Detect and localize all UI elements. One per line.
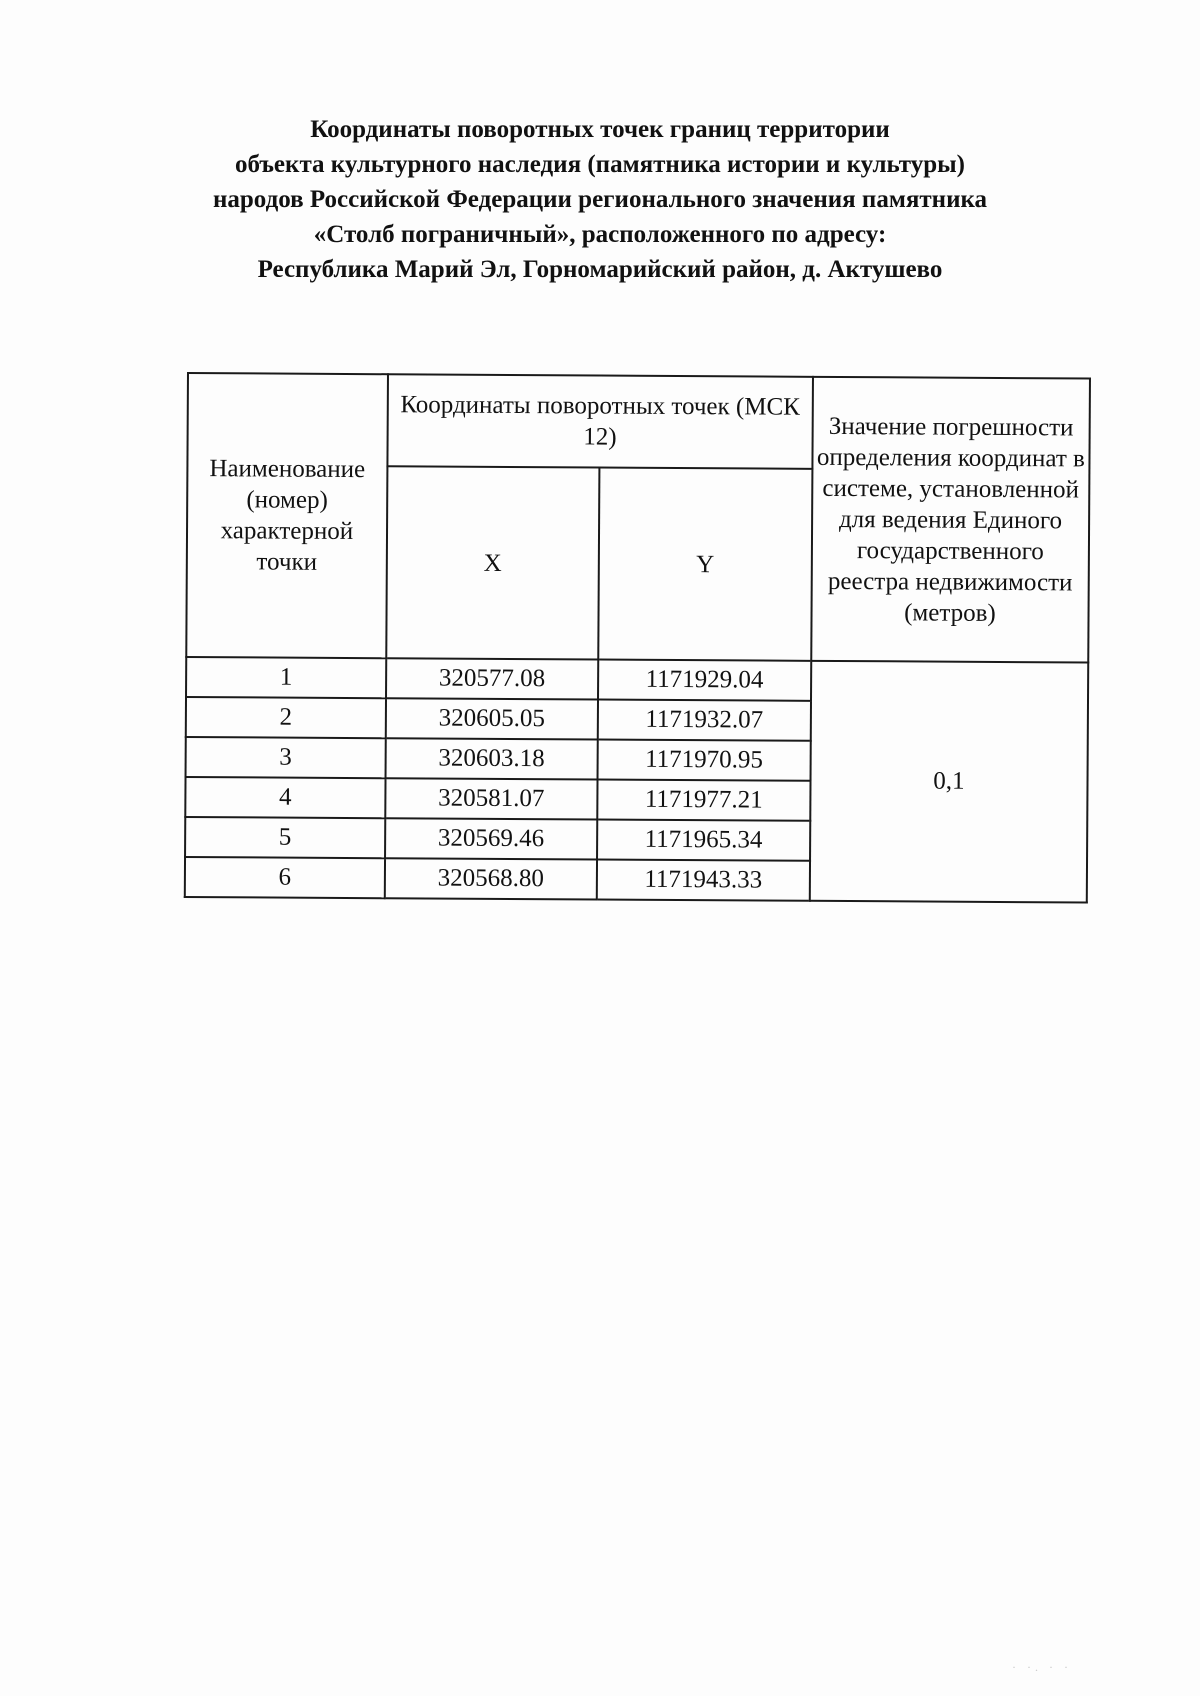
title-line: Республика Марий Эл, Горномарийский район, д. Актушево xyxy=(257,256,943,283)
accuracy-value-cell: 0,1 xyxy=(810,661,1089,903)
header-accuracy: Значение погрешности определения координат в системе, установленной для ведения Единого государственного реестра недвижимости (метров) xyxy=(811,377,1090,663)
title-line: народов Российской Федерации регионального значения памятника xyxy=(213,186,987,213)
title-line: «Столб пограничный», расположенного по адресу: xyxy=(313,221,887,248)
y-coordinate-cell: 1171965.34 xyxy=(597,820,810,861)
x-coordinate-cell: 320568.80 xyxy=(385,858,597,899)
x-coordinate-cell: 320577.08 xyxy=(386,658,598,699)
header-point-name: Наименование (номер) характерной точки xyxy=(186,373,388,658)
point-number-cell: 3 xyxy=(186,737,386,778)
title-line: Координаты поворотных точек границ территории xyxy=(310,116,890,143)
document-title xyxy=(150,112,1050,287)
x-coordinate-cell: 320603.18 xyxy=(385,738,597,779)
y-coordinate-cell: 1171970.95 xyxy=(598,740,811,781)
y-coordinate-cell: 1171929.04 xyxy=(598,660,811,701)
title-line: объекта культурного наследия (памятника истории и культуры) xyxy=(234,151,965,178)
point-number-cell: 2 xyxy=(186,697,386,738)
point-number-cell: 4 xyxy=(185,777,385,818)
x-coordinate-cell: 320605.05 xyxy=(386,698,598,739)
y-coordinate-cell: 1171977.21 xyxy=(597,780,810,821)
x-coordinate-cell: 320581.07 xyxy=(385,778,597,819)
scan-artifact: · ·. · · xyxy=(1012,1660,1072,1674)
header-coordinates-group: Координаты поворотных точек (МСК 12) xyxy=(387,374,813,469)
coordinates-table xyxy=(184,372,1091,904)
y-coordinate-cell: 1171932.07 xyxy=(598,700,811,741)
y-coordinate-cell: 1171943.33 xyxy=(597,860,810,901)
point-number-cell: 1 xyxy=(186,657,386,698)
point-number-cell: 6 xyxy=(185,857,385,898)
table-row xyxy=(186,657,1088,703)
header-x: X xyxy=(386,466,599,659)
point-number-cell: 5 xyxy=(185,817,385,858)
x-coordinate-cell: 320569.46 xyxy=(385,818,597,859)
header-y: Y xyxy=(598,468,812,661)
